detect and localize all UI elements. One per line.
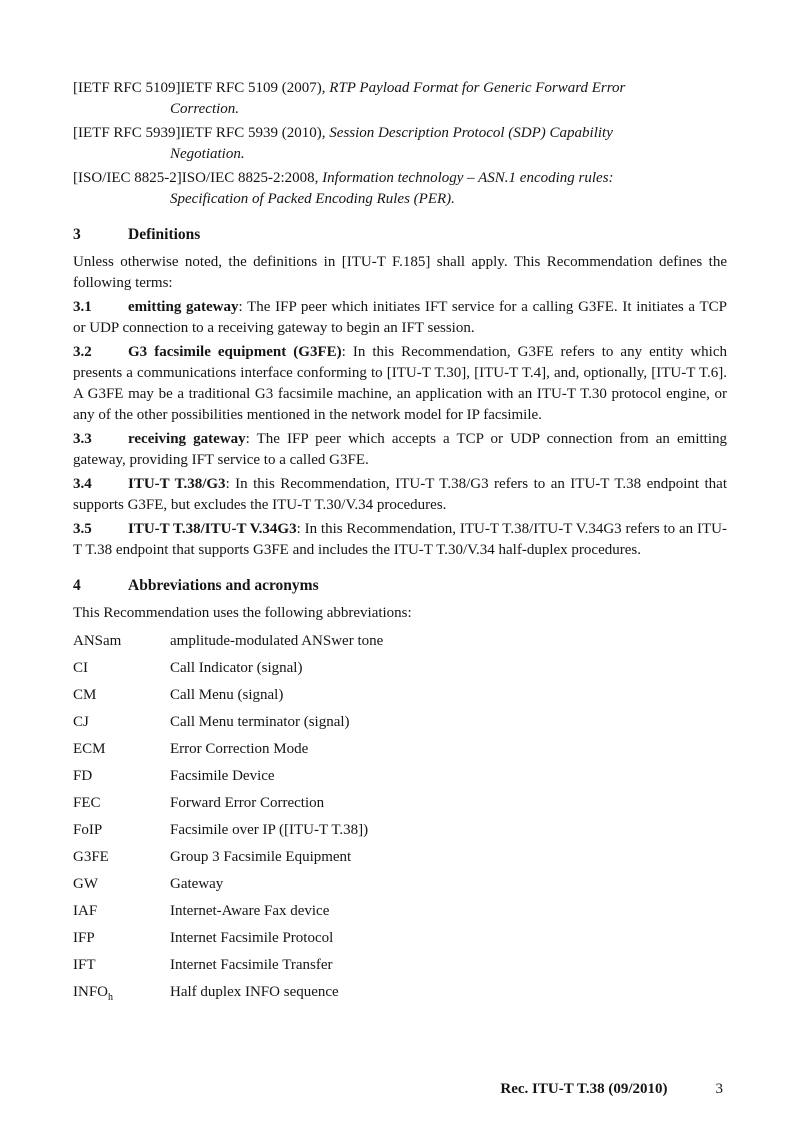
reference-item (73, 78, 630, 120)
abbreviation-definition: Error Correction Mode (170, 741, 309, 757)
reference-item (73, 168, 630, 210)
abbreviation-definition: Internet Facsimile Protocol (170, 930, 334, 946)
section-title: Definitions (128, 226, 201, 243)
abbreviation-term: IAF (73, 903, 98, 919)
definition-number: 3.4 (73, 476, 92, 492)
reference-citation: ISO/IEC 8825-2:2008, (181, 170, 323, 186)
abbreviation-row (73, 928, 727, 949)
section-heading-abbreviations (73, 575, 727, 596)
references-list (73, 78, 727, 210)
abbreviation-row (73, 955, 727, 976)
abbreviation-definition: Gateway (170, 876, 224, 892)
abbreviation-definition: Internet Facsimile Transfer (170, 957, 333, 973)
abbreviation-term: CM (73, 687, 97, 703)
section-title: Abbreviations and acronyms (128, 577, 319, 594)
definition-term: G3 facsimile equipment (G3FE) (128, 344, 342, 360)
abbreviation-term-subscript: h (108, 992, 114, 1003)
abbreviation-term: FD (73, 768, 93, 784)
abbreviations-intro: This Recommendation uses the following abbreviations: (73, 605, 412, 621)
reference-title: Session Description Protocol (SDP) Capability Negotiation. (170, 125, 613, 162)
abbreviation-definition: Facsimile Device (170, 768, 275, 784)
abbreviation-row (73, 847, 727, 868)
abbreviation-term: G3FE (73, 849, 109, 865)
abbreviation-term: GW (73, 876, 98, 892)
abbreviation-row (73, 793, 727, 814)
abbreviation-row (73, 874, 727, 895)
abbreviation-row (73, 685, 727, 706)
definition-number: 3.1 (73, 299, 92, 315)
abbreviation-definition: Forward Error Correction (170, 795, 325, 811)
footer-doc-reference: Rec. ITU-T T.38 (09/2010) (500, 1081, 668, 1097)
definition-number: 3.3 (73, 431, 92, 447)
reference-item (73, 123, 630, 165)
abbreviation-definition: Facsimile over IP ([ITU-T T.38]) (170, 822, 369, 838)
abbreviation-row (73, 712, 727, 733)
abbreviation-row (73, 766, 727, 787)
abbreviation-row (73, 658, 727, 679)
definitions-list (73, 297, 727, 561)
definition-number: 3.2 (73, 344, 92, 360)
abbreviation-definition: Group 3 Facsimile Equipment (170, 849, 352, 865)
page-content (73, 78, 727, 1009)
abbreviation-definition: Call Menu terminator (signal) (170, 714, 350, 730)
abbreviation-row (73, 739, 727, 760)
abbreviation-term: FoIP (73, 822, 103, 838)
abbreviation-term: FEC (73, 795, 101, 811)
definition-term: emitting gateway (128, 299, 239, 315)
definition-term: receiving gateway (128, 431, 246, 447)
abbreviation-term: ANSam (73, 633, 122, 649)
definition-number: 3.5 (73, 521, 92, 537)
definition-text: : In this Recommendation, G3FE refers to any entity which presents a communications interface conforming to [ITU-T T.30], [ITU-T T.4], and, optionally, [ITU-T T.6]. A G3FE may be a traditional G3 facsimile machine, an application with an ITU-T T.30 protocol engine, or any of the other possibilities mentioned in the network model for IP facsimile. (73, 344, 727, 423)
abbreviation-row (73, 901, 727, 922)
definition-term: ITU-T T.38/G3 (128, 476, 226, 492)
definition-item (73, 297, 727, 339)
definition-item (73, 474, 727, 516)
definition-text: : The IFP peer which initiates IFT service for a calling G3FE. It initiates a TCP or UDP connection to a receiving gateway to begin an IFT session. (73, 299, 727, 336)
reference-tag: [IETF RFC 5109] (73, 80, 181, 96)
definition-item (73, 342, 727, 426)
reference-citation: IETF RFC 5109 (2007), (180, 80, 330, 96)
abbreviation-term: IFP (73, 930, 95, 946)
section-number: 4 (73, 577, 81, 594)
definition-text: : In this Recommendation, ITU-T T.38/ITU-T V.34G3 refers to an ITU-T T.38 endpoint that supports G3FE and includes the ITU-T T.30/V.34 half-duplex procedures. (73, 521, 727, 558)
definition-text: : The IFP peer which accepts a TCP or UDP connection from an emitting gateway, providing IFT service to a called G3FE. (73, 431, 727, 468)
abbreviation-term: $INFO_h$ (73, 984, 114, 1003)
page-footer (73, 1079, 723, 1100)
abbreviation-definition: amplitude-modulated ANSwer tone (170, 633, 384, 649)
abbreviation-row (73, 631, 727, 652)
page-number: 3 (715, 1081, 723, 1097)
abbreviation-term: CJ (73, 714, 89, 730)
section-number: 3 (73, 226, 81, 243)
abbreviation-definition: Half duplex INFO sequence (170, 984, 339, 1000)
definitions-intro: Unless otherwise noted, the definitions in [ITU-T F.185] shall apply. This Recommendation defines the following terms: (73, 254, 727, 291)
section-heading-definitions (73, 224, 727, 245)
abbreviation-definition: Call Menu (signal) (170, 687, 284, 703)
reference-title: Information technology – ASN.1 encoding rules: Specification of Packed Encoding Rules (PER). (170, 170, 614, 207)
reference-tag: [IETF RFC 5939] (73, 125, 181, 141)
definition-term: ITU-T T.38/ITU-T V.34G3 (128, 521, 297, 537)
abbreviations-list (73, 631, 727, 1003)
reference-tag: [ISO/IEC 8825-2] (73, 170, 182, 186)
definition-item (73, 519, 727, 561)
reference-citation: IETF RFC 5939 (2010), (180, 125, 330, 141)
definition-item (73, 429, 727, 471)
abbreviation-row (73, 982, 727, 1003)
abbreviation-term: IFT (73, 957, 96, 973)
abbreviation-definition: Call Indicator (signal) (170, 660, 303, 676)
abbreviation-definition: Internet-Aware Fax device (170, 903, 330, 919)
abbreviation-term: ECM (73, 741, 106, 757)
abbreviation-term: CI (73, 660, 88, 676)
definition-text: : In this Recommendation, ITU-T T.38/G3 refers to an ITU-T T.38 endpoint that supports G3FE, but excludes the ITU-T T.30/V.34 procedures. (73, 476, 728, 513)
reference-title: RTP Payload Format for Generic Forward Error Correction. (170, 80, 626, 117)
abbreviation-row (73, 820, 727, 841)
